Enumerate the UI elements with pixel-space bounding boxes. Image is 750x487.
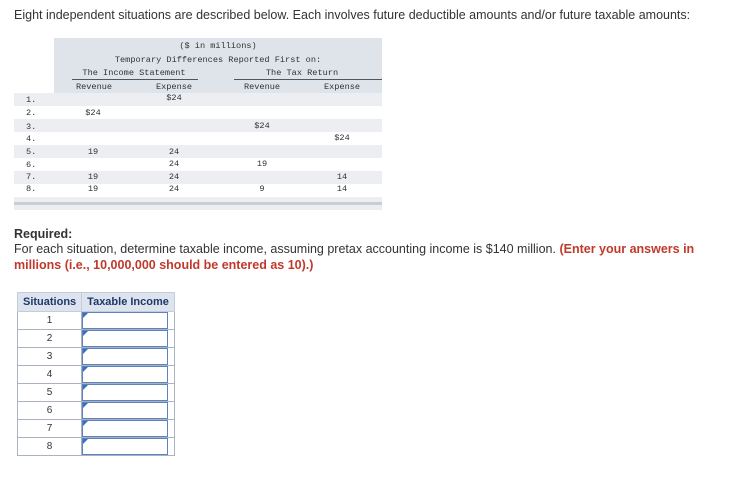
table-title: Temporary Differences Reported First on: — [114, 55, 322, 65]
header-situations: Situations — [18, 293, 82, 312]
header-taxable-income: Taxable Income — [82, 293, 175, 312]
tax-underline — [234, 79, 382, 80]
taxable-income-cell — [82, 312, 175, 330]
taxable-income-input[interactable] — [82, 402, 168, 419]
row-stripe — [14, 93, 382, 106]
answer-row — [18, 384, 175, 402]
cell-is-expense: 24 — [168, 159, 180, 169]
answer-row — [18, 366, 175, 384]
col-revenue-income: Revenue — [75, 82, 113, 92]
cell-tr-revenue: 19 — [256, 159, 268, 169]
answer-row — [18, 330, 175, 348]
row-number: 4. — [26, 134, 37, 144]
required-text: For each situation, determine taxable income, assuming pretax accounting income is $140 million. — [14, 242, 556, 256]
situation-number: 8 — [18, 438, 82, 456]
taxable-income-input[interactable] — [82, 330, 168, 347]
situation-number: 6 — [18, 402, 82, 420]
required-instructions — [14, 241, 744, 273]
situation-number: 2 — [18, 330, 82, 348]
cell-is-expense: 24 — [168, 172, 180, 182]
taxable-income-cell — [82, 330, 175, 348]
taxable-income-cell — [82, 348, 175, 366]
cell-tr-expense: $24 — [334, 133, 350, 143]
cell-is-expense: 24 — [168, 147, 180, 157]
units-label: ($ in millions) — [179, 41, 257, 51]
taxable-income-input[interactable] — [82, 420, 168, 437]
group-tax-return: The Tax Return — [265, 68, 339, 78]
row-number: 8. — [26, 184, 37, 194]
row-stripe — [14, 145, 382, 158]
group-income-statement: The Income Statement — [82, 68, 186, 78]
required-note: (Enter your answers in millions (i.e., 10,000,000 should be entered as 10).) — [14, 242, 695, 272]
income-underline — [72, 79, 198, 80]
taxable-income-input[interactable] — [82, 384, 168, 401]
situation-number: 7 — [18, 420, 82, 438]
bottom-rule — [14, 202, 382, 205]
answer-row — [18, 420, 175, 438]
answer-row — [18, 402, 175, 420]
taxable-income-cell — [82, 366, 175, 384]
situation-number: 4 — [18, 366, 82, 384]
taxable-income-input[interactable] — [82, 366, 168, 383]
taxable-income-input[interactable] — [82, 348, 168, 365]
answer-row — [18, 438, 175, 456]
situation-number: 3 — [18, 348, 82, 366]
situation-number: 1 — [18, 312, 82, 330]
cell-tr-revenue: $24 — [254, 121, 270, 131]
row-number: 2. — [26, 108, 37, 118]
answer-row — [18, 312, 175, 330]
answer-table — [17, 292, 175, 456]
required-heading: Required: — [14, 227, 73, 241]
answer-row — [18, 348, 175, 366]
row-stripe — [14, 119, 382, 132]
col-expense-income: Expense — [155, 82, 193, 92]
row-number: 1. — [26, 95, 37, 105]
cell-is-expense: 24 — [168, 184, 180, 194]
taxable-income-cell — [82, 438, 175, 456]
cell-tr-revenue: 9 — [259, 184, 265, 194]
taxable-income-cell — [82, 402, 175, 420]
cell-tr-expense: 14 — [336, 184, 348, 194]
row-number: 6. — [26, 160, 37, 170]
intro-text: Eight independent situations are described below. Each involves future deductible amounts and/or future taxable amounts: — [14, 8, 691, 22]
cell-is-revenue: 19 — [87, 172, 99, 182]
cell-is-revenue: 19 — [87, 147, 99, 157]
cell-is-revenue: 19 — [87, 184, 99, 194]
col-revenue-tax: Revenue — [243, 82, 281, 92]
given-data-table — [14, 38, 382, 206]
taxable-income-cell — [82, 420, 175, 438]
row-stripe — [14, 171, 382, 184]
taxable-income-input[interactable] — [82, 312, 168, 329]
situation-number: 5 — [18, 384, 82, 402]
col-expense-tax: Expense — [323, 82, 361, 92]
cell-tr-expense: 14 — [336, 172, 348, 182]
taxable-income-input[interactable] — [82, 438, 168, 455]
row-number: 7. — [26, 172, 37, 182]
row-number: 3. — [26, 122, 37, 132]
cell-is-expense: $24 — [166, 93, 182, 103]
taxable-income-cell — [82, 384, 175, 402]
row-number: 5. — [26, 147, 37, 157]
cell-is-revenue: $24 — [85, 108, 101, 118]
